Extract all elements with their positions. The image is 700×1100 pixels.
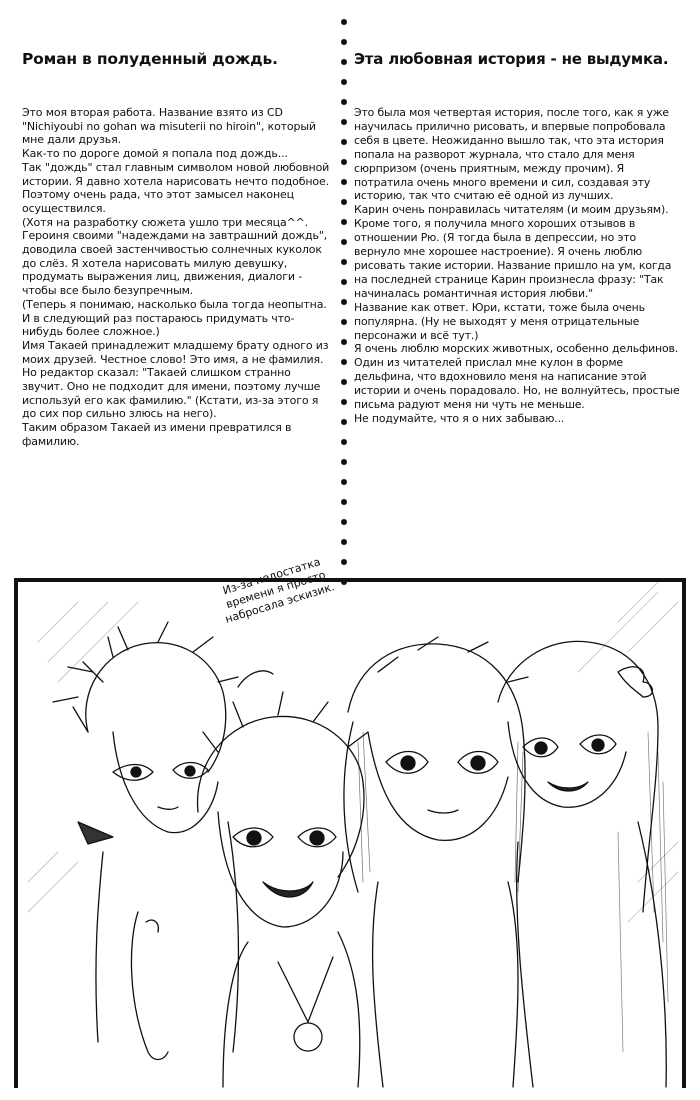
left-column-title: Роман в полуденный дождь. [22, 50, 278, 68]
figure-girl-smiling [198, 671, 368, 1087]
left-column [22, 50, 330, 449]
sketch-illustration-icon [18, 582, 682, 1088]
sketch-note: Из-за недостатка времени я просто набросала эскизик. [221, 555, 336, 626]
figure-girl-with-bow [498, 641, 668, 1087]
figure-girl-long-hair [344, 637, 528, 1087]
dotted-divider [340, 18, 348, 598]
figure-boy [53, 622, 238, 1060]
right-column [354, 50, 684, 426]
right-column-title: Эта любовная история - не выдумка. [354, 50, 669, 68]
illustration-frame [14, 578, 686, 1088]
right-column-text: Это была моя четвертая история, после того, как я уже научилась прилично рисовать, и впервые попробовала себя в цвете. Неожиданно вышло так, что эта история попала на разворот журнала, что стало для меня сюрпризом (очень приятным, между прочим). Я потратила очень много времени и сил, создавая эту историю, так что считаю её одной из лучших. Карин очень понравилась читателям (и моим друзьям). Кроме того, я получила много хороших отзывов в отношении Рю. (Я тогда была в депрессии, но это вернуло мне хорошее настроение). Я очень люблю рисовать такие истории. Название пришло на ум, когда на последней странице Карин произнесла фразу: "Так начиналась романтичная история любви." Название как ответ. Юри, кстати, тоже была очень популярна. (Ну не выходят у меня отрицательные персонажи и всё тут.) Я очень люблю морских животных, особенно дельфинов. Один из читателей прислал мне кулон в форме дельфина, что вдохновило меня на написание этой истории и очень порадовало. Но, не волнуйтесь, простые письма радуют меня ни чуть не меньше. Не подумайте, что я о них забываю... [354, 106, 680, 425]
left-column-text: Это моя вторая работа. Название взято из CD "Nichiyoubi no gohan wa misuterii no hiroin", который мне дали друзья. Как-то по дороге домой я попала под дождь... Так "дождь" стал главным символом новой любовной истории. Я давно хотела нарисовать нечто подобное. Поэтому очень рада, что этот замысел наконец осуществился. (Хотя на разработку сюжета ушло три месяца^^. Героиня своими "надеждами на завтрашний дождь", доводила своей застенчивостью солнечных куколок до слёз. Я хотела нарисовать милую девушку, продумать выражения лиц, движения, диалоги - чтобы все было безупречным. (Теперь я понимаю, насколько была тогда неопытна. И в следующий раз постараюсь придумать что-нибудь более сложное.) Имя Такаей принадлежит младшему брату одного из моих друзей. Честное слово! Это имя, а не фамилия. Но редактор сказал: "Такаей слишком странно звучит. Оно не подходит для имени, поэтому лучше используй его как фамилию." (Кстати, из-за этого я до сих пор сильно злюсь на него). Таким образом Такаей из имени превратился в фамилию. [22, 106, 330, 448]
